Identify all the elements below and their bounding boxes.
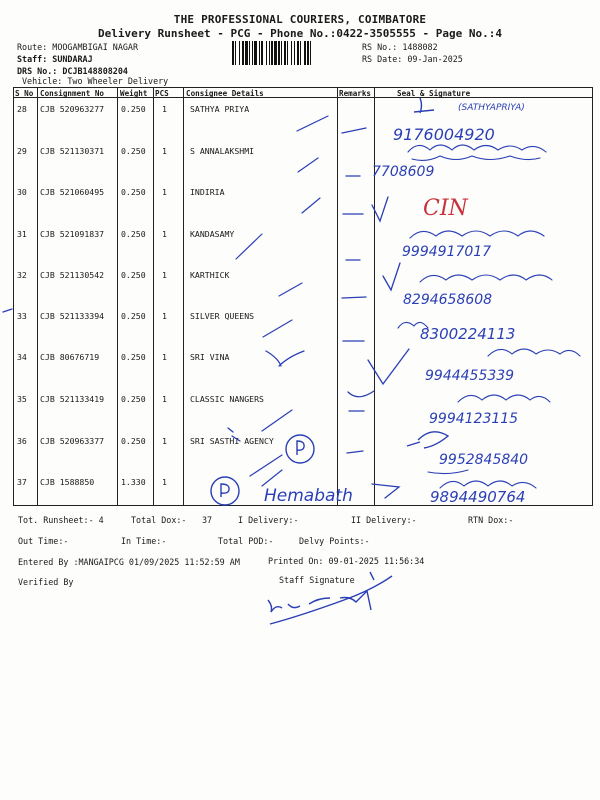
col-header-seal-signature: Seal & Signature [397,89,471,98]
row-consignment: CJB 80676719 [40,352,100,362]
row-pcs: 1 [162,477,167,487]
row-pcs: 1 [162,352,167,362]
row-consignment: CJB 521130542 [40,270,105,280]
row-consignee: SILVER QUEENS [190,311,255,321]
drs-number: DRS No.: DCJB148808204 [17,66,128,76]
row-sno: 28 [17,104,27,114]
handwritten-cin: CIN [423,196,468,221]
handwritten-phone: 8300224113 [420,325,516,343]
row-consignment: CJB 521133419 [40,394,105,404]
handwritten-phone: 9944455339 [425,368,515,384]
col-header-sno: S No [15,89,34,98]
row-consignment: CJB 521091837 [40,229,105,239]
row-pcs: 1 [162,187,167,197]
row-pcs: 1 [162,229,167,239]
row-sno: 37 [17,477,27,487]
rs-number: RS No.: 1488082 [362,42,438,52]
row-pcs: 1 [162,394,167,404]
verified-by-label: Verified By [18,577,74,587]
row-sno: 33 [17,311,27,321]
row-weight: 0.250 [121,352,146,362]
handwritten-phone: 9952845840 [439,452,529,468]
company-title: THE PROFESSIONAL COURIERS, COIMBATORE [173,13,427,26]
handwritten-phone: 9894490764 [430,488,526,506]
runsheet-subtitle: Delivery Runsheet - PCG - Phone No.:0422-3505555 - Page No.:4 [98,27,502,40]
row-consignment: CJB 520963377 [40,436,105,446]
col-header-weight: Weight [120,89,148,98]
total-runsheet: Tot. Runsheet:- 4 [18,515,104,525]
row-sno: 34 [17,352,27,362]
row-weight: 0.250 [121,394,146,404]
row-weight: 0.250 [121,229,146,239]
row-weight: 0.250 [121,104,146,114]
row-weight: 0.250 [121,270,146,280]
rs-date: RS Date: 09-Jan-2025 [362,54,463,64]
row-consignment: CJB 521130371 [40,146,105,156]
vehicle-label: Vehicle: Two Wheeler Delivery [22,76,169,86]
red-ink-mark [423,196,469,221]
row-consignee: INDIRIA [190,187,225,197]
consignee-tick-marks [236,116,328,486]
row-pcs: 1 [162,104,167,114]
row-consignment: CJB 521060495 [40,187,105,197]
row-consignment: CJB 520963277 [40,104,105,114]
row-consignee: SRI SASTHI AGENCY [190,436,274,446]
handwritten-phone: 8294658608 [403,292,493,308]
in-time-label: In Time:- [121,536,167,546]
row-weight: 0.250 [121,436,146,446]
row-sno: 32 [17,270,27,280]
row-sno: 30 [17,187,27,197]
row-consignee: KANDASAMY [190,229,235,239]
row-sno: 35 [17,394,27,404]
col-header-consignment: Consignment No [40,89,105,98]
handwritten-name: (SATHYAPRIYA) [458,103,525,113]
row-consignment: CJB 1588850 [40,477,95,487]
row-consignee: SATHYA PRIYA [190,104,250,114]
row-consignee: CLASSIC NANGERS [190,394,264,404]
row-weight: 0.250 [121,146,146,156]
entered-by: Entered By :MANGAIPCG 01/09/2025 11:52:59 AM [18,557,240,567]
col-header-consignee: Consignee Details [186,89,264,98]
row-weight: 0.250 [121,187,146,197]
row-pcs: 1 [162,436,167,446]
total-dox-label: Total Dox:- [131,515,187,525]
row-pcs: 1 [162,311,167,321]
printed-on: Printed On: 09-01-2025 11:56:34 [268,556,425,566]
handwritten-phone: 7708609 [372,164,435,180]
row-sno: 31 [17,229,27,239]
row-sno: 36 [17,436,27,446]
row-consignee: KARTHICK [190,270,230,280]
col-header-pcs: PCS [155,89,169,98]
row-weight: 1.330 [121,477,146,487]
delvy-points-label: Delvy Points:- [299,536,370,546]
handwritten-name: Hemabath [264,486,353,506]
row-sno: 29 [17,146,27,156]
route-label: Route: MOOGAMBIGAI NAGAR [17,42,139,52]
rtn-dox-label: RTN Dox:- [468,515,514,525]
row-consignment: CJB 521133394 [40,311,105,321]
ii-delivery-label: II Delivery:- [351,515,417,525]
handwritten-phone: 9994123115 [429,411,519,427]
row-weight: 0.250 [121,311,146,321]
total-pod-label: Total POD:- [218,536,274,546]
row-consignee: SRI VINA [190,352,230,362]
handwritten-phone: 9994917017 [402,244,492,260]
total-dox-value: 37 [202,515,213,525]
i-delivery-label: I Delivery:- [238,515,299,525]
remarks-marks [3,128,409,498]
row-pcs: 1 [162,270,167,280]
col-header-remarks: Remarks [339,89,372,98]
row-consignee: S ANNALAKSHMI [190,146,255,156]
out-time-label: Out Time:- [18,536,69,546]
handwritten-phone: 9176004920 [393,125,495,144]
staff-signature-label: Staff Signature [279,575,355,585]
row-pcs: 1 [162,146,167,156]
staff-label: Staff: SUNDARAJ [17,54,93,64]
